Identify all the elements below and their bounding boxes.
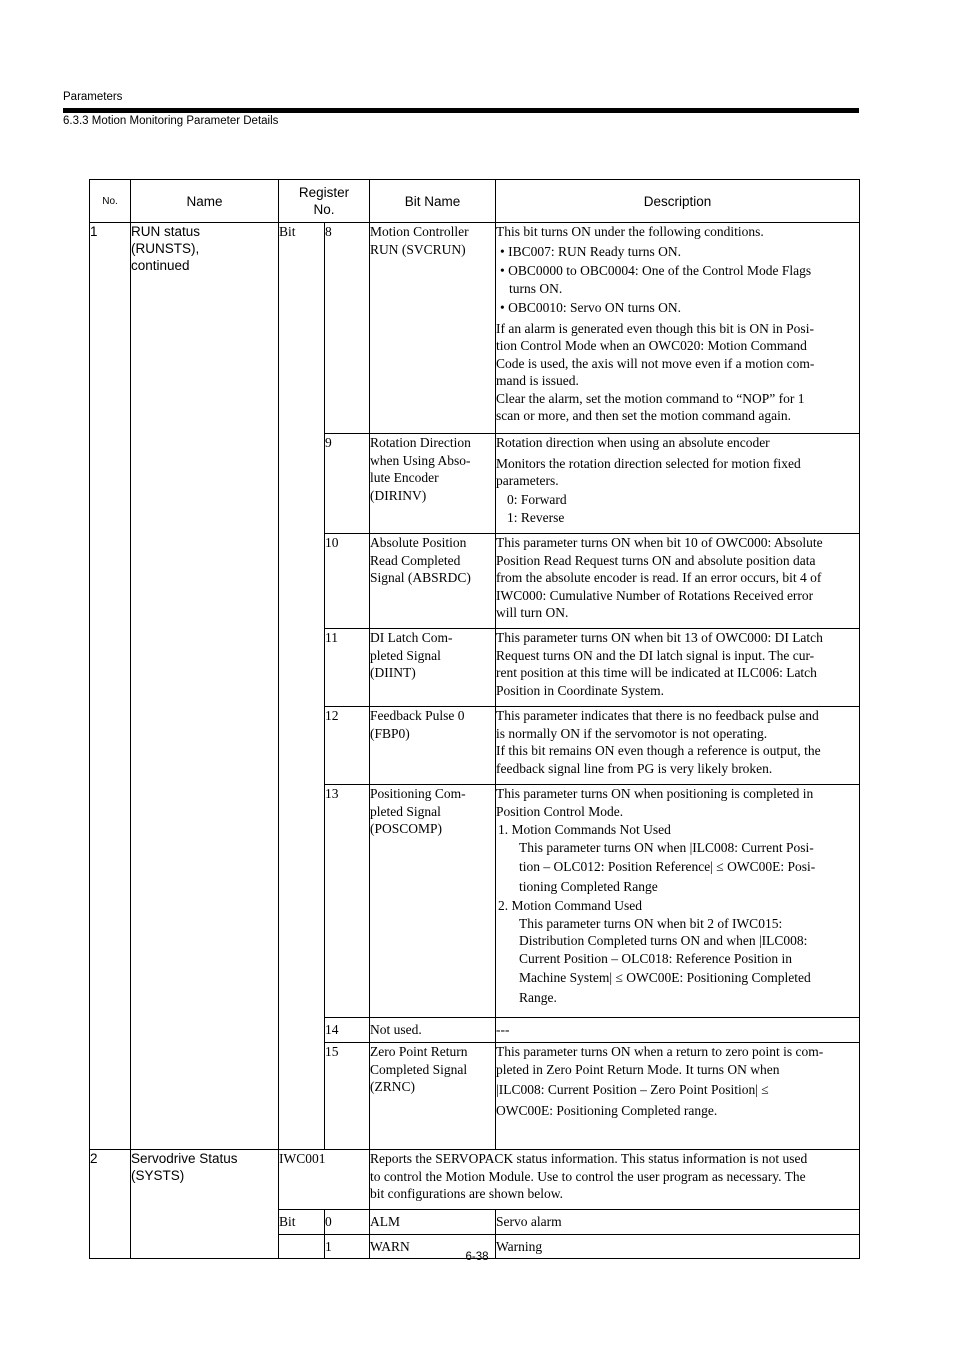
bit-name: Feedback Pulse 0 (FBP0)	[370, 707, 496, 785]
bit-name: Motion Controller RUN (SVCRUN)	[370, 223, 496, 434]
bit-description: Warning	[496, 1235, 860, 1259]
bit-description: This parameter indicates that there is no feedback pulse and is normally ON if the servomotor is not operating. If this bit remains ON even though a reference is output, the feedback signal line from PG is very likely broken.	[496, 707, 860, 785]
bit-description: Rotation direction when using an absolute encoder Monitors the rotation direction selected for motion fixed parameters. 0: Forward 1: Reverse	[496, 434, 860, 534]
header-rule	[63, 108, 859, 113]
bit-name: Positioning Com- pleted Signal (POSCOMP)	[370, 785, 496, 1018]
bit-description: This parameter turns ON when bit 10 of OWC000: Absolute Position Read Request turns ON and absolute position data from the absolute encoder is read. If an error occurs, bit 4 of IWC000: Cumulative Number of Rotations Received error will turn ON.	[496, 534, 860, 629]
bit-name: Not used.	[370, 1018, 496, 1043]
bit-number: 0	[325, 1210, 370, 1235]
bit-name: Absolute Position Read Completed Signal (ABSRDC)	[370, 534, 496, 629]
table-header-row	[90, 180, 860, 223]
parameter-table	[89, 179, 860, 1259]
subsection-title: 6.3.3 Motion Monitoring Parameter Details	[63, 115, 279, 127]
bit-number: 13	[325, 785, 370, 1018]
row-number: 2	[90, 1150, 131, 1259]
bit-number: 15	[325, 1043, 370, 1150]
bit-name: Rotation Direction when Using Abso- lute Encoder (DIRINV)	[370, 434, 496, 534]
bit-description: Servo alarm	[496, 1210, 860, 1235]
header-name: Name	[131, 180, 279, 223]
bit-description: This parameter turns ON when positioning is completed in Position Control Mode. 1. Motion Commands Not Used This parameter turns ON when |ILC008: Current Posi- tion – OLC012: Position Reference| ≤ OWC00E: Posi- tioning Completed Range 2. Motion Command Used This parameter turns ON when bit 2 of IWC015: Distribution Completed turns ON and when |ILC008: Current Position – OLC018: Reference Position in Machine System| ≤ OWC00E: Positioning Completed Range.	[496, 785, 860, 1018]
page-number: 6-38	[465, 1251, 489, 1263]
bit-name: DI Latch Com- pleted Signal (DIINT)	[370, 629, 496, 707]
register-number: IWC001	[279, 1150, 370, 1210]
bit-number: 11	[325, 629, 370, 707]
header-no: No.	[90, 180, 131, 223]
bit-number: 14	[325, 1018, 370, 1043]
bit-description: This parameter turns ON when bit 13 of OWC000: DI Latch Request turns ON and the DI latch signal is input. The cur- rent position at this time will be indicated at ILC006: Latch Position in Coordinate System.	[496, 629, 860, 707]
bit-name: WARN	[370, 1235, 496, 1259]
table-row	[90, 1150, 860, 1210]
bit-name: Zero Point Return Completed Signal (ZRNC)	[370, 1043, 496, 1150]
parameter-name: Servodrive Status (SYSTS)	[131, 1150, 279, 1259]
register-type: Bit	[279, 1210, 325, 1235]
section-title: Parameters	[63, 91, 123, 103]
bit-name: ALM	[370, 1210, 496, 1235]
bit-number: 8	[325, 223, 370, 434]
header-bit-name: Bit Name	[370, 180, 496, 223]
bit-number: 1	[325, 1235, 370, 1259]
register-type: Bit	[279, 223, 325, 1150]
bit-description: This bit turns ON under the following conditions. • IBC007: RUN Ready turns ON. • OBC0000 to OBC0004: One of the Control Mode Flags turns ON. • OBC0010: Servo ON turns ON. If an alarm is generated even though this bit is ON in Posi- tion Control Mode when an OWC020: Motion Command Code is used, the axis will not move even if a motion com- mand is issued. Clear the alarm, set the motion command to “NOP” for 1 scan or more, and then set the motion command again.	[496, 223, 860, 434]
header-register-no: Register No.	[279, 180, 370, 223]
bit-description: ---	[496, 1018, 860, 1043]
row-number: 1	[90, 223, 131, 1150]
table-row	[90, 223, 860, 434]
bit-number: 9	[325, 434, 370, 534]
header-description: Description	[496, 180, 860, 223]
bit-number: 12	[325, 707, 370, 785]
bit-number: 10	[325, 534, 370, 629]
parameter-name: RUN status (RUNSTS), continued	[131, 223, 279, 1150]
parameter-description: Reports the SERVOPACK status information. This status information is not used to control the Motion Module. Use to control the user program as necessary. The bit configurations are shown below.	[370, 1150, 860, 1210]
bit-description: This parameter turns ON when a return to zero point is com- pleted in Zero Point Return Mode. It turns ON when |ILC008: Current Position – Zero Point Position| ≤ OWC00E: Positioning Completed range.	[496, 1043, 860, 1150]
